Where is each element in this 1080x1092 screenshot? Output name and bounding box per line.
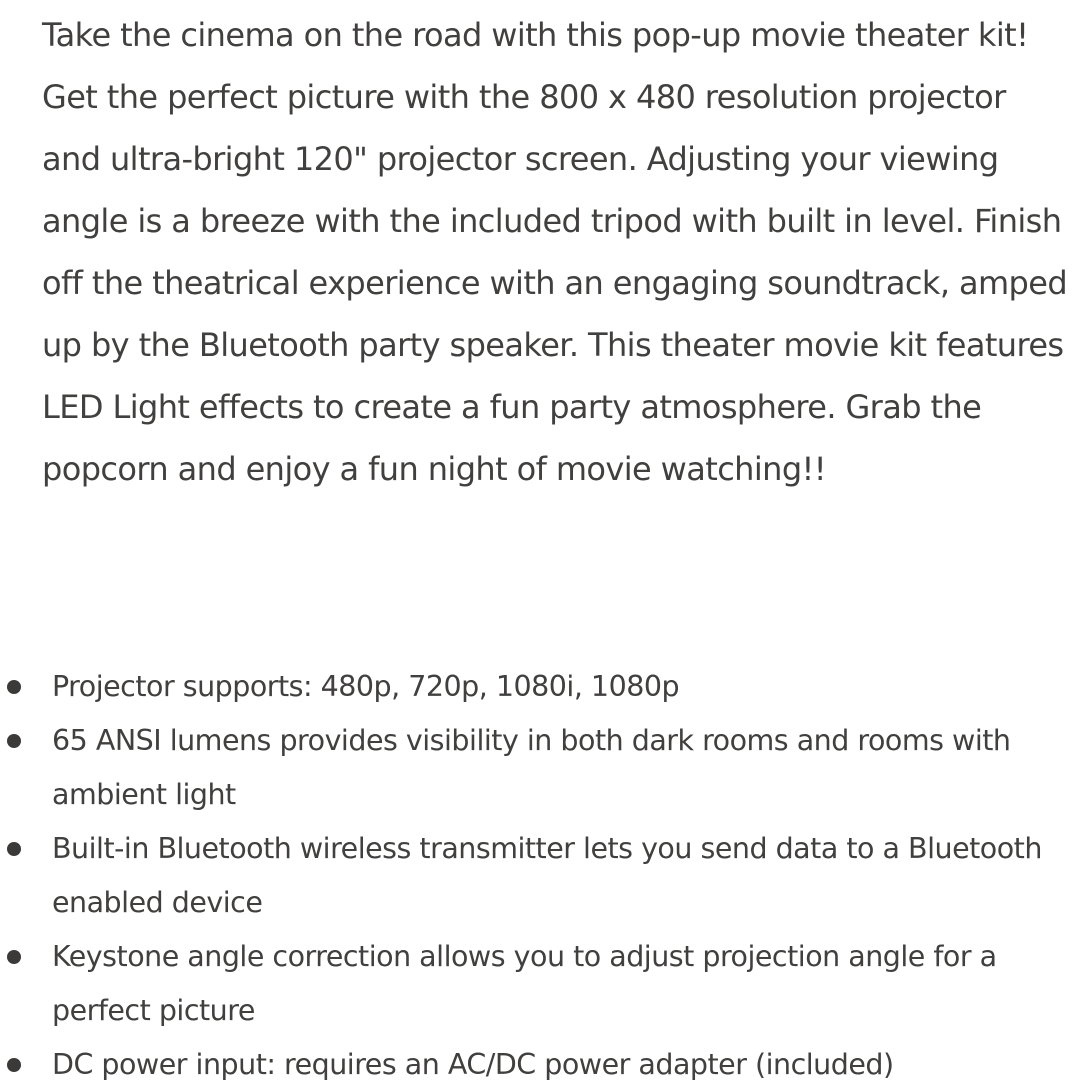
feature-item — [0, 930, 1080, 1038]
feature-item — [0, 822, 1080, 930]
bullet-icon — [7, 842, 21, 856]
bullet-icon — [7, 950, 21, 964]
feature-list — [0, 660, 1080, 1092]
feature-item — [0, 1038, 1080, 1092]
product-description: Take the cinema on the road with this pop-up movie theater kit! Get the perfect picture with the 800 x 480 resolution projector and ultra-bright 120" projector screen. Adjusting your viewing angle is a breeze with the included tripod with built in level. Finish off the theatrical experience with an engaging soundtrack, amped up by the Bluetooth party speaker. This theater movie kit features LED Light effects to create a fun party atmosphere. Grab the popcorn and enjoy a fun night of movie watching!! — [42, 16, 1068, 488]
feature-text: Built-in Bluetooth wireless transmitter lets you send data to a Bluetooth enabled device — [52, 832, 1042, 919]
bullet-icon — [7, 1058, 21, 1072]
bullet-icon — [7, 680, 21, 694]
feature-text: Keystone angle correction allows you to adjust projection angle for a perfect picture — [52, 940, 997, 1027]
feature-text: Projector supports: 480p, 720p, 1080i, 1080p — [52, 670, 680, 703]
feature-item — [0, 660, 1080, 714]
feature-text: DC power input: requires an AC/DC power adapter (included) — [52, 1048, 894, 1081]
feature-text: 65 ANSI lumens provides visibility in both dark rooms and rooms with ambient light — [52, 724, 1011, 811]
feature-item — [0, 714, 1080, 822]
bullet-icon — [7, 734, 21, 748]
